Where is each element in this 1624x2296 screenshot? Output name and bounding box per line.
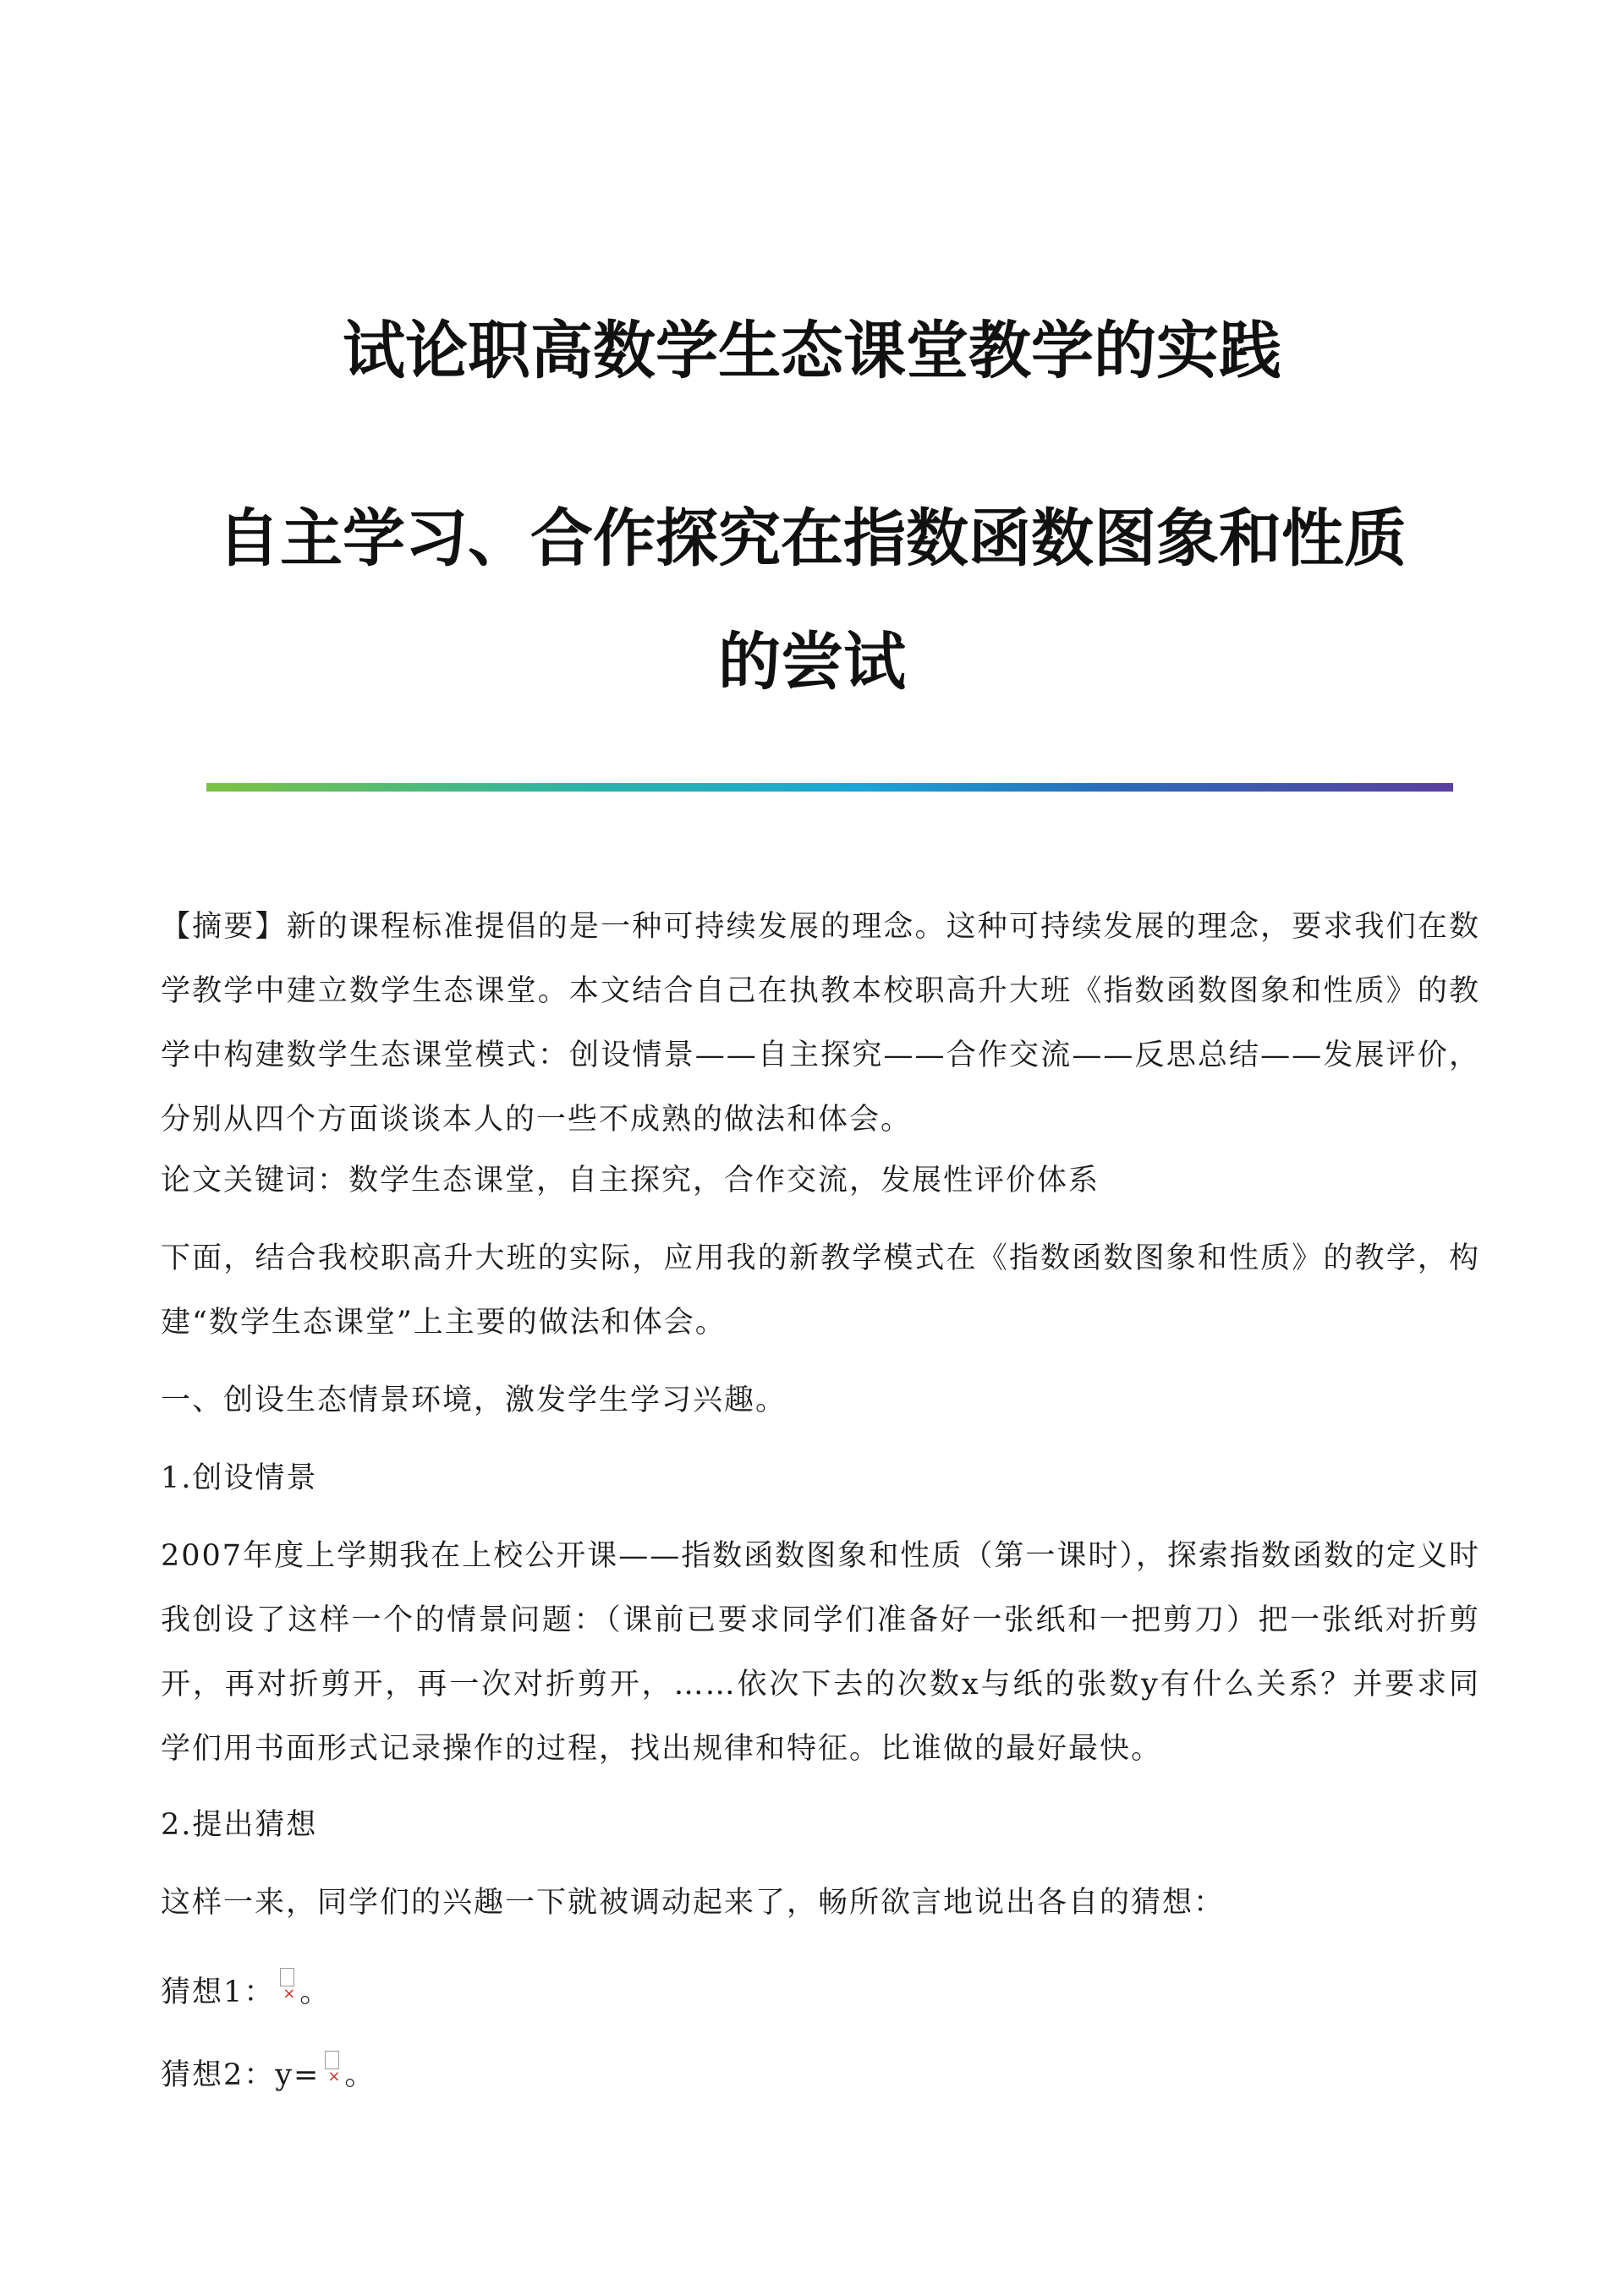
- guess-2-line: [161, 2043, 1480, 2107]
- guess-2-end: 。: [344, 2058, 376, 2092]
- broken-image-icon: [280, 1968, 294, 1986]
- keywords-line: 论文关键词：数学生态课堂，自主探究，合作交流，发展性评价体系: [161, 1164, 1100, 1197]
- subheading-2: 2.提出猜想: [161, 1808, 318, 1842]
- abstract-paragraph: 【摘要】新的课程标准提倡的是一种可持续发展的理念。这种可持续发展的理念，要求我们在数学教学中建立数学生态课堂。本文结合自己在执教本校职高升大班《指数函数图象和性质》的教学中构建数学生态课堂模式：创设情景——自主探究——合作交流——反思总结——发展评价，分别从四个方面谈谈本人的一些不成熟的做法和体会。: [161, 910, 1480, 1137]
- title-line-2: 自主学习、合作探究在指数函数图象和性质: [217, 502, 1407, 575]
- title-line-3: 的尝试: [718, 626, 906, 699]
- broken-image-icon: [325, 2051, 339, 2069]
- guess-2-label: 猜想2：y=: [161, 2058, 321, 2092]
- title-divider: [206, 783, 1453, 792]
- intro-paragraph: 下面，结合我校职高升大班的实际，应用我的新教学模式在《指数函数图象和性质》的教学，构建“数学生态课堂”上主要的做法和体会。: [161, 1241, 1480, 1340]
- title-line-1: 试论职高数学生态课堂教学的实践: [343, 315, 1281, 387]
- subheading-1: 1.创设情景: [161, 1461, 318, 1495]
- guess-1-end: 。: [299, 1975, 332, 2009]
- section-heading-1: 一、创设生态情景环境，激发学生学习兴趣。: [161, 1384, 787, 1417]
- guess-1-label: 猜想1：: [161, 1975, 276, 2009]
- guess-1-line: [161, 1960, 1480, 2025]
- guess-intro-paragraph: 这样一来，同学们的兴趣一下就被调动起来了，畅所欲言地说出各自的猜想：: [161, 1886, 1226, 1920]
- scenario-paragraph: 2007年度上学期我在上校公开课——指数函数图象和性质（第一课时），探索指数函数的定义时我创设了这样一个的情景问题：（课前已要求同学们准备好一张纸和一把剪刀）把一张纸对折剪开，再对折剪开，再一次对折剪开，……依次下去的次数x与纸的张数y有什么关系？并要求同学们用书面形式记录操作的过程，找出规律和特征。比谁做的最好最快。: [161, 1539, 1480, 1766]
